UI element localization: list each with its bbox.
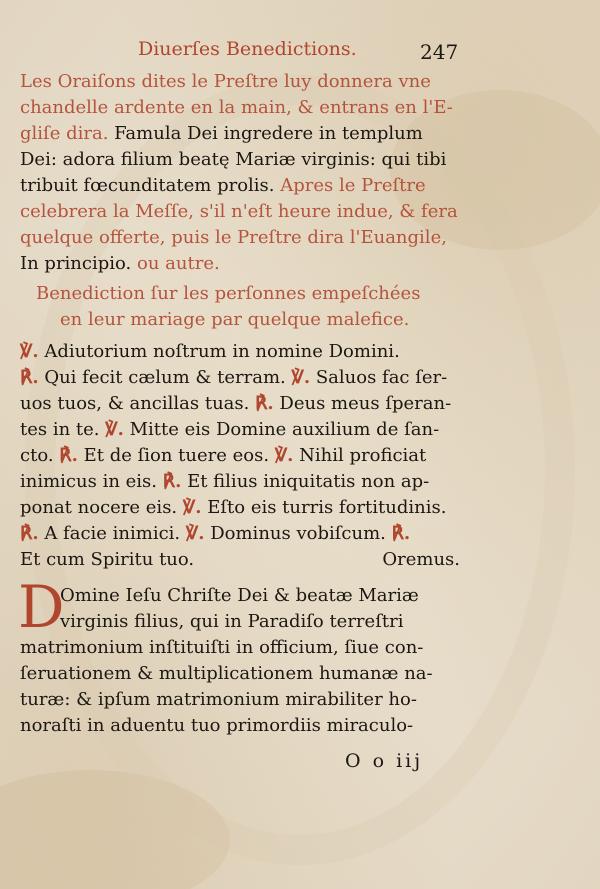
section-heading [36, 282, 456, 306]
text-line [20, 200, 460, 224]
text-line [20, 70, 460, 94]
drop-cap-initial: D [18, 573, 65, 641]
prayer-line: Omine Ieſu Chriſte Dei & beatæ Mariæ [60, 585, 419, 606]
response-symbol: ℟. [59, 445, 78, 466]
oremus-text: Oremus. [382, 549, 460, 570]
rubric-heading: en leur mariage par quelque malefice. [60, 309, 410, 330]
text-line [20, 392, 460, 416]
latin-text: Deus meus ſperan- [279, 393, 452, 414]
prayer-line: noraſti in aduentu tuo primordiis miraculo- [20, 715, 414, 736]
text-line [20, 148, 460, 172]
versicle-symbol: ℣. [274, 445, 294, 466]
latin-text: Eſto eis turris fortitudinis. [207, 497, 447, 518]
rubric-text: quelque offerte, puis le Preſtre dira l'Euangile, [20, 227, 447, 248]
rubric-text: Apres le Preſtre [280, 175, 426, 196]
latin-text: Nihil proficiat [299, 445, 427, 466]
response-symbol: ℟. [162, 471, 182, 492]
latin-text: A facie inimici. [44, 523, 181, 544]
text-line [20, 496, 460, 520]
text-line [20, 444, 460, 468]
text-line [20, 418, 460, 442]
latin-text: Et cum Spiritu tuo. [20, 549, 195, 570]
prayer-line: ſeruationem & multiplicationem humanæ na- [20, 663, 433, 684]
latin-text: Saluos fac ſer- [315, 367, 448, 388]
running-header: Diuerſes Benedictions. [138, 38, 357, 60]
text-line [20, 340, 460, 364]
text-line [20, 522, 460, 546]
prayer-line: turæ: & ipſum matrimonium mirabiliter ho- [20, 689, 417, 710]
rubric-text: gliſe dira. [20, 123, 109, 144]
latin-text: uos tuos, & ancillas tuas. [20, 393, 250, 414]
rubric-text: Les Oraiſons dites le Preſtre luy donnera vne [20, 71, 431, 92]
latin-text: Et de ſion tuere eos. [83, 445, 270, 466]
response-symbol: ℟. [391, 523, 411, 544]
latin-text: inimicus in eis. [20, 471, 158, 492]
text-line [20, 366, 460, 390]
latin-text: Dei: adora filium beatę Mariæ virginis: qui tibi [20, 149, 447, 170]
text-line [20, 252, 460, 276]
latin-text: tribuit fœcunditatem prolis. [20, 175, 275, 196]
text-line [20, 226, 460, 250]
latin-text: ponat nocere eis. [20, 497, 178, 518]
text-line [20, 96, 460, 120]
rubric-text: ou autre. [137, 253, 220, 274]
section-heading [60, 308, 440, 332]
latin-text: cto. [20, 445, 54, 466]
rubric-text: celebrera la Meſſe, s'il n'eſt heure indue, & fera [20, 201, 458, 222]
text-line [20, 174, 460, 198]
versicle-symbol: ℣. [182, 497, 202, 518]
prayer-line: matrimonium inſtituiſti in officium, ſiue con- [20, 637, 424, 658]
latin-text: Mitte eis Domine auxilium de ſan- [129, 419, 440, 440]
latin-text: Dominus vobiſcum. [210, 523, 386, 544]
latin-text: In principio. [20, 253, 132, 274]
versicle-symbol: ℣. [105, 419, 124, 440]
latin-text: Famula Dei ingredere in templum [114, 123, 423, 144]
versicle-symbol: ℣. [291, 367, 311, 388]
text-line [20, 548, 460, 572]
rubric-heading: Benediction ſur les perſonnes empeſchées [36, 283, 421, 304]
prayer-line: virginis filius, qui in Paradiſo terreſtri [60, 611, 404, 632]
text-line [20, 122, 460, 146]
latin-text: Qui fecit cælum & terram. [44, 367, 286, 388]
signature-mark: O o iij [345, 750, 424, 772]
latin-text: Adiutorium noſtrum in nomine Domini. [44, 341, 400, 362]
response-symbol: ℟. [20, 367, 39, 388]
versicle-symbol: ℣. [20, 341, 39, 362]
latin-text: tes in te. [20, 419, 100, 440]
page-number: 247 [420, 40, 459, 64]
response-symbol: ℟. [255, 393, 274, 414]
latin-text: Et filius iniquitatis non ap- [187, 471, 430, 492]
text-line [20, 470, 460, 494]
versicle-symbol: ℣. [185, 523, 205, 544]
response-symbol: ℟. [20, 523, 39, 544]
rubric-text: chandelle ardente en la main, & entrans en l'E- [20, 97, 453, 118]
